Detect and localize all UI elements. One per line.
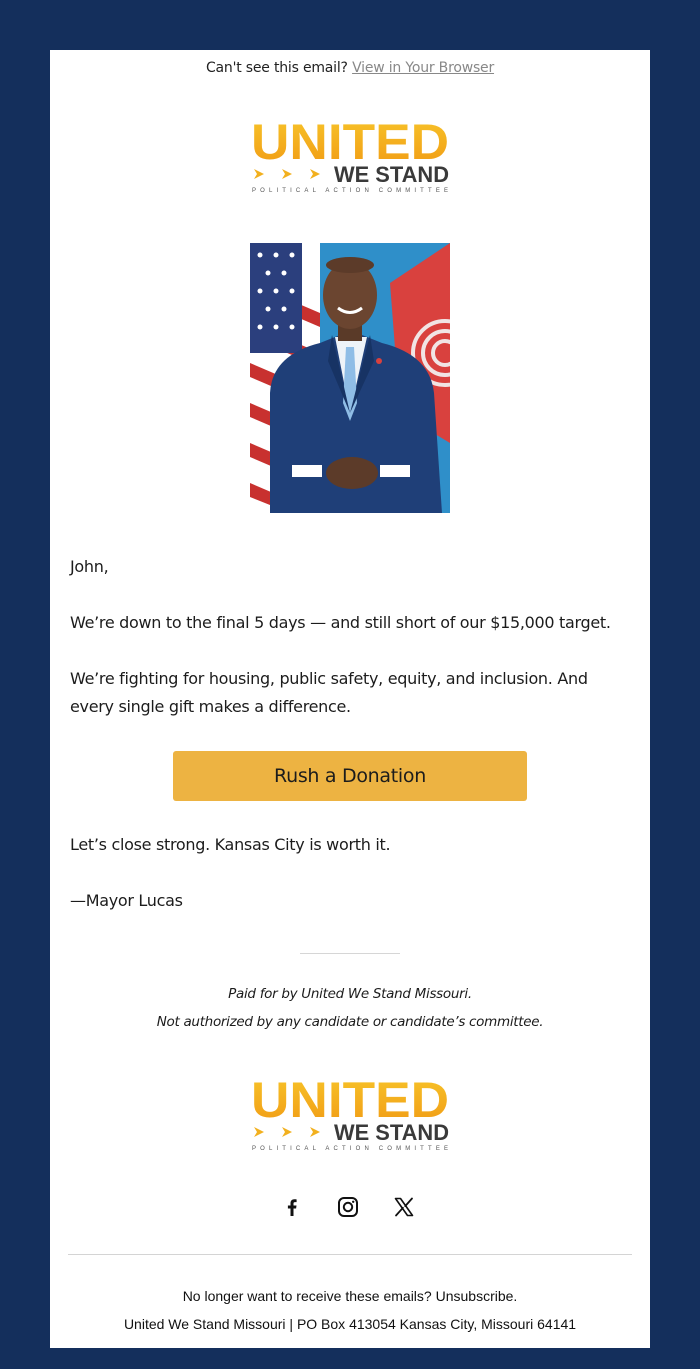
- view-in-browser-link[interactable]: View in Your Browser: [352, 60, 495, 76]
- unsubscribe-text[interactable]: No longer want to receive these emails? Unsubscribe.: [182, 1288, 518, 1304]
- greeting: John,: [70, 557, 109, 576]
- united-we-stand-logo-footer: [250, 1073, 450, 1153]
- preheader-text: Can't see this email?: [205, 60, 348, 76]
- logo-chevrons: [254, 1127, 320, 1137]
- logo-united-text: UNITED: [251, 115, 449, 170]
- divider-short: [300, 953, 400, 954]
- mailing-address: United We Stand Missouri | PO Box 413054 Kansas City, Missouri 64141: [123, 1316, 577, 1332]
- united-we-stand-logo: [250, 115, 450, 195]
- logo-we-stand-text: WE STAND: [334, 1120, 449, 1145]
- logo-tagline: POLITICAL ACTION COMMITTEE: [252, 188, 448, 194]
- footer-divider: [68, 1254, 632, 1255]
- facebook-icon[interactable]: [280, 1195, 304, 1219]
- email-card: [50, 50, 650, 1348]
- paragraph-deadline: We’re down to the final 5 days — and still short of our $15,000 target.: [70, 613, 611, 632]
- logo-chevrons: [254, 169, 320, 179]
- disclaimer-not-authorized: Not authorized by any candidate or candidate’s committee.: [156, 1014, 544, 1030]
- rush-donation-button[interactable]: Rush a Donation: [173, 751, 527, 801]
- signature: —Mayor Lucas: [70, 891, 183, 910]
- logo-tagline: POLITICAL ACTION COMMITTEE: [252, 1146, 448, 1152]
- preheader: [50, 60, 650, 76]
- logo-we-stand-text: WE STAND: [334, 162, 449, 187]
- mayor-portrait: [250, 243, 450, 513]
- x-icon[interactable]: [392, 1195, 416, 1219]
- logo-united-text: UNITED: [251, 1073, 449, 1128]
- paragraph-closing: Let’s close strong. Kansas City is worth it.: [70, 835, 391, 854]
- disclaimer-paid-for: Paid for by United We Stand Missouri.: [228, 986, 472, 1002]
- instagram-icon[interactable]: [336, 1195, 360, 1219]
- paragraph-mission: We’re fighting for housing, public safety, equity, and inclusion. And every single gift makes a difference.: [70, 669, 588, 716]
